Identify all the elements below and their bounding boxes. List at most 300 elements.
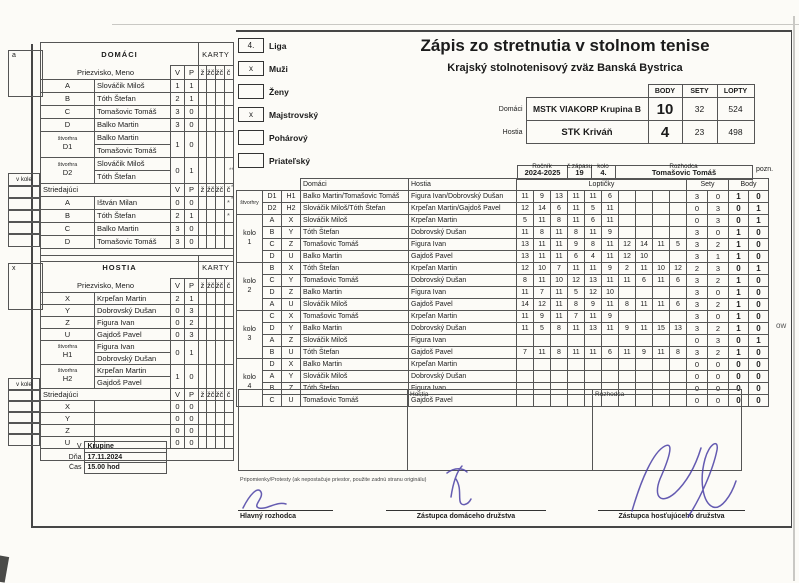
ball-score-cell	[636, 215, 653, 227]
away-player-code: H1	[282, 191, 301, 203]
double-code	[41, 157, 95, 183]
double-code	[41, 340, 95, 364]
away-player-name: Gajdoš Pavel	[409, 395, 517, 407]
home-sets-cell: 3	[687, 323, 708, 335]
player-row	[41, 292, 234, 304]
card-header: č	[224, 388, 233, 400]
ball-score-cell: 12	[585, 287, 602, 299]
ball-score-cell: 6	[636, 275, 653, 287]
ball-score-cell	[534, 371, 551, 383]
match-type-item	[238, 57, 288, 80]
sub-losses: 0	[185, 424, 199, 436]
card-cell	[215, 424, 224, 436]
ball-score-cell: 11	[636, 263, 653, 275]
home-body: 10	[648, 98, 682, 121]
card-cell	[199, 364, 207, 388]
summary-row-domaci	[488, 98, 754, 121]
ball-score-cell: 11	[653, 347, 670, 359]
ball-score-cell: 6	[585, 215, 602, 227]
ball-score-cell: 11	[602, 275, 619, 287]
home-player-code: C	[263, 395, 282, 407]
subs-header: Striedajúci	[41, 388, 171, 400]
match-type-item	[238, 34, 286, 57]
ball-score-cell: 9	[636, 347, 653, 359]
card-cell	[207, 105, 216, 118]
spacer	[263, 179, 282, 191]
card-cell	[215, 292, 224, 304]
away-sety: 23	[682, 121, 717, 144]
card-cell	[215, 235, 224, 248]
ball-score-cell: 11	[568, 263, 585, 275]
card-cell	[224, 304, 233, 316]
match-meta	[517, 155, 753, 180]
away-points-cell: 0	[749, 275, 769, 287]
ball-score-cell	[551, 335, 568, 347]
home-player-name: Balko Martin	[301, 287, 409, 299]
ball-score-cell	[636, 191, 653, 203]
match-type-label: Pohárový	[269, 132, 308, 143]
ball-score-cell: 8	[568, 227, 585, 239]
away-sets-cell: 3	[708, 203, 729, 215]
sub-wins: 0	[171, 196, 185, 209]
home-points-cell: 1	[729, 323, 749, 335]
player-losses: 3	[185, 304, 199, 316]
card-header: žč	[215, 66, 224, 80]
home-points-cell: 1	[729, 275, 749, 287]
away-points-cell: 1	[749, 203, 769, 215]
away-rep-label: Zástupca hosťujúceho družstva	[618, 513, 725, 520]
home-points-cell: 1	[729, 311, 749, 323]
match-row	[237, 275, 769, 287]
ball-score-cell: 5	[568, 287, 585, 299]
ball-score-cell	[653, 215, 670, 227]
away-player-name: Dobrovský Dušan	[409, 275, 517, 287]
match-row	[237, 311, 769, 323]
balls-header: Loptičky	[517, 179, 687, 191]
card-cell	[199, 105, 207, 118]
card-cell	[215, 364, 224, 388]
home-points-cell: 1	[729, 191, 749, 203]
ball-score-cell: 5	[670, 239, 687, 251]
match-row	[237, 215, 769, 227]
card-header: žč	[215, 185, 224, 194]
match-type-item	[238, 80, 289, 103]
card-header: ž	[199, 388, 207, 400]
card-cell	[224, 222, 233, 235]
group-label	[237, 311, 263, 359]
side-label: Domáci	[498, 105, 523, 113]
ball-score-cell	[619, 191, 636, 203]
player-name: Dobrovský Dušan	[95, 304, 171, 316]
form-border-right	[791, 30, 793, 527]
away-player-code: U	[282, 299, 301, 311]
away-signature-box	[407, 389, 593, 471]
sety-header: SETY	[682, 85, 717, 98]
ball-score-cell: 12	[670, 263, 687, 275]
double-row	[41, 131, 234, 144]
losses-header: P	[185, 183, 199, 196]
home-player-name: Tóth Štefan	[301, 263, 409, 275]
ball-score-cell: 11	[517, 227, 534, 239]
sub-row	[41, 400, 234, 412]
referee-signature-box-label: Rozhodca	[595, 391, 625, 398]
ball-score-cell	[602, 359, 619, 371]
match-row	[237, 203, 769, 215]
sub-code: C	[41, 222, 95, 235]
card-cell	[215, 340, 224, 364]
card-cell	[199, 196, 207, 209]
away-player-name: Figura Ivan	[409, 383, 517, 395]
away-sets-cell: 2	[708, 347, 729, 359]
ball-score-cell: 10	[602, 287, 619, 299]
home-rep-label: Zástupca domáceho družstva	[416, 513, 516, 520]
player-losses: 2	[185, 316, 199, 328]
zapas-value: 19	[568, 166, 592, 180]
ball-score-cell: 11	[653, 275, 670, 287]
player-row	[41, 79, 234, 92]
ball-score-cell	[670, 215, 687, 227]
home-player-code: B	[263, 263, 282, 275]
home-lopty: 524	[717, 98, 754, 121]
domaci-roster-table	[40, 42, 234, 262]
home-column-header: Domáci	[301, 179, 409, 191]
ball-score-cell	[653, 335, 670, 347]
sub-row	[41, 412, 234, 424]
match-type-checkbox	[238, 153, 264, 168]
double-losses: 1	[185, 157, 199, 183]
ball-score-cell: 11	[568, 347, 585, 359]
away-player-name: Krpeľan Martin/Gajdoš Pavel	[409, 203, 517, 215]
away-points-cell: 0	[749, 287, 769, 299]
away-player-code: X	[282, 263, 301, 275]
away-player-name: Figura Ivan/Dobrovský Dušan	[409, 191, 517, 203]
group-kolo-num: 2	[247, 286, 252, 294]
card-cell	[199, 436, 207, 448]
ball-score-cell: 4	[585, 251, 602, 263]
ball-score-cell: 8	[551, 215, 568, 227]
ball-score-cell: 11	[568, 191, 585, 203]
home-sets-cell: 3	[687, 299, 708, 311]
ball-score-cell: 9	[568, 239, 585, 251]
ball-score-cell: 2	[619, 263, 636, 275]
card-cell	[215, 412, 224, 424]
sub-losses: 0	[185, 235, 199, 248]
away-player-code: U	[282, 395, 301, 407]
sub-wins: 2	[171, 209, 185, 222]
margin-cell	[8, 233, 40, 247]
ball-score-cell: 12	[517, 203, 534, 215]
ball-score-cell: 15	[653, 323, 670, 335]
scan-smudge	[0, 555, 9, 582]
ball-score-cell	[619, 287, 636, 299]
ball-score-cell: 11	[636, 299, 653, 311]
ball-score-cell: 11	[585, 311, 602, 323]
ball-score-cell: 13	[670, 323, 687, 335]
home-points-cell: 1	[729, 287, 749, 299]
player-name: Figura Ivan	[95, 316, 171, 328]
sub-row	[41, 235, 234, 248]
ball-score-cell: 12	[517, 263, 534, 275]
home-sets-cell: 3	[687, 251, 708, 263]
home-player-code: D1	[263, 191, 282, 203]
summary-row-hostia	[488, 121, 754, 144]
home-player-name: Tomašovic Tomáš	[301, 239, 409, 251]
home-player-code: C	[263, 275, 282, 287]
home-sets-cell: 0	[687, 203, 708, 215]
home-player-code: A	[263, 215, 282, 227]
ball-score-cell: 9	[602, 263, 619, 275]
ball-score-cell: 12	[619, 239, 636, 251]
venue-table	[58, 441, 167, 474]
ball-score-cell: 11	[585, 263, 602, 275]
card-cell	[215, 157, 224, 183]
ball-score-cell	[619, 227, 636, 239]
ball-score-cell: 13	[551, 191, 568, 203]
group-kolo-num: 4	[247, 382, 252, 390]
sub-code: X	[41, 400, 95, 412]
match-type-item	[238, 103, 318, 126]
sub-row	[41, 222, 234, 235]
ball-score-cell: 11	[585, 191, 602, 203]
player-row	[41, 118, 234, 131]
sub-code: Y	[41, 412, 95, 424]
player-row	[41, 92, 234, 105]
home-player-name: Tomašovic Tomáš	[301, 311, 409, 323]
sub-name: Ištván Milan	[95, 196, 171, 209]
home-points-cell: 0	[729, 359, 749, 371]
home-player-code: D	[263, 251, 282, 263]
sub-wins: 0	[171, 412, 185, 424]
sub-losses: 0	[185, 436, 199, 448]
signature-line	[238, 510, 333, 511]
away-player-code: Z	[282, 239, 301, 251]
home-sets-cell: 3	[687, 227, 708, 239]
away-sets-cell: 0	[708, 395, 729, 407]
match-results-table	[236, 178, 769, 407]
home-sets-cell: 3	[687, 239, 708, 251]
away-sets-cell: 3	[708, 335, 729, 347]
player-code: D	[41, 118, 95, 131]
card-cell	[199, 292, 207, 304]
scan-mark: *	[231, 197, 234, 203]
scan-mark: *	[231, 185, 234, 191]
summary-header-row	[488, 85, 754, 98]
ball-score-cell: 11	[551, 287, 568, 299]
rocnik-label: Ročník	[532, 163, 552, 170]
card-cell	[215, 400, 224, 412]
away-points-cell: 0	[749, 371, 769, 383]
home-points-cell: 0	[729, 335, 749, 347]
venue-value: Krupine	[84, 442, 166, 453]
double-num: D1	[62, 141, 73, 151]
away-player-code: Z	[282, 383, 301, 395]
away-player-code: H2	[282, 203, 301, 215]
ball-score-cell	[517, 335, 534, 347]
double-name-1: Slováčik Miloš	[95, 157, 171, 170]
ball-score-cell	[585, 359, 602, 371]
home-points-cell: 0	[729, 203, 749, 215]
match-row	[237, 335, 769, 347]
home-points-cell: 1	[729, 239, 749, 251]
home-player-name: Tóth Štefan	[301, 347, 409, 359]
double-num: H2	[62, 373, 73, 383]
card-cell	[207, 118, 216, 131]
away-player-name: Dobrovský Dušan	[409, 371, 517, 383]
ball-score-cell	[602, 335, 619, 347]
card-cell	[207, 340, 216, 364]
ball-score-cell	[636, 371, 653, 383]
away-points-cell: 0	[749, 227, 769, 239]
losses-header: P	[185, 279, 199, 293]
away-player-code: X	[282, 359, 301, 371]
sub-code: Z	[41, 424, 95, 436]
card-cell	[215, 316, 224, 328]
away-player-code: U	[282, 251, 301, 263]
match-header-row	[237, 179, 769, 191]
match-type-checkbox	[238, 84, 264, 99]
ball-score-cell	[670, 311, 687, 323]
player-code: C	[41, 105, 95, 118]
ball-score-cell: 5	[517, 215, 534, 227]
away-points-cell: 0	[749, 239, 769, 251]
away-player-name: Krpeľan Martin	[409, 359, 517, 371]
ball-score-cell	[636, 203, 653, 215]
card-cell	[207, 157, 216, 183]
name-header: Priezvisko, Meno	[41, 66, 171, 80]
away-sets-cell: 2	[708, 239, 729, 251]
card-cell	[199, 235, 207, 248]
card-cell	[207, 412, 216, 424]
match-type-label: Liga	[269, 40, 287, 51]
card-cell: *	[224, 209, 233, 222]
home-sets-cell: 0	[687, 383, 708, 395]
card-header: č	[224, 183, 233, 196]
away-player-name: Figura Ivan	[409, 239, 517, 251]
away-points-cell: 1	[749, 215, 769, 227]
double-wins: 0	[171, 157, 185, 183]
ball-score-cell: 10	[653, 263, 670, 275]
subs-header-row	[41, 183, 234, 196]
card-header: žč	[207, 279, 216, 293]
panel-subheader-row	[41, 279, 234, 293]
sub-wins: 3	[171, 222, 185, 235]
card-cell	[199, 209, 207, 222]
ball-score-cell: 11	[602, 323, 619, 335]
player-losses: 1	[185, 292, 199, 304]
home-player-code: A	[263, 335, 282, 347]
card-cell	[207, 92, 216, 105]
home-player-name: Balko Martin/Tomašovic Tomáš	[301, 191, 409, 203]
ball-score-cell: 5	[534, 323, 551, 335]
ball-score-cell	[619, 359, 636, 371]
card-cell	[207, 209, 216, 222]
ball-score-cell	[653, 227, 670, 239]
home-points-cell: 0	[729, 371, 749, 383]
player-row	[41, 105, 234, 118]
ball-score-cell	[653, 311, 670, 323]
sub-name	[95, 424, 171, 436]
player-name: Gajdoš Pavel	[95, 328, 171, 340]
card-cell	[207, 131, 216, 157]
home-points-cell: 1	[729, 347, 749, 359]
card-cell	[199, 118, 207, 131]
player-name: Tóth Štefan	[95, 92, 171, 105]
subs-header: Striedajúci	[41, 183, 171, 196]
match-row	[237, 323, 769, 335]
ball-score-cell: 11	[551, 311, 568, 323]
card-cell	[207, 292, 216, 304]
home-player-code: B	[263, 227, 282, 239]
card-cell	[207, 235, 216, 248]
card-cell	[207, 304, 216, 316]
lopty-header: LOPTY	[717, 85, 754, 98]
sets-header: Sety	[687, 179, 729, 191]
card-cell	[215, 196, 224, 209]
group-kolo-num: 3	[247, 334, 252, 342]
ball-score-cell: 14	[517, 299, 534, 311]
match-type-label: Ženy	[269, 86, 289, 97]
home-player-name: Tomašovic Tomáš	[301, 275, 409, 287]
double-wins: 1	[171, 131, 185, 157]
wins-header: V	[171, 183, 185, 196]
ball-score-cell	[619, 215, 636, 227]
card-cell	[224, 400, 233, 412]
card-cell	[224, 92, 233, 105]
ball-score-cell	[670, 287, 687, 299]
double-wins: 1	[171, 364, 185, 388]
ball-score-cell	[551, 371, 568, 383]
chief-referee-label: Hlavný rozhodca	[240, 513, 297, 520]
panel-title: HOSTIA	[41, 256, 199, 279]
tbody	[41, 43, 234, 262]
away-player-code: Z	[282, 287, 301, 299]
ball-score-cell	[517, 359, 534, 371]
losses-header: P	[185, 66, 199, 80]
ball-score-cell: 11	[585, 227, 602, 239]
away-sets-cell: 0	[708, 371, 729, 383]
scan-mark: **	[229, 168, 234, 174]
match-row	[237, 227, 769, 239]
double-label: štvorhra	[57, 343, 78, 350]
ball-score-cell	[619, 371, 636, 383]
ball-score-cell: 13	[517, 239, 534, 251]
ball-score-cell: 9	[585, 299, 602, 311]
group-label: štvorhry	[237, 191, 263, 215]
karty-header: KARTY	[199, 43, 234, 66]
ball-score-cell	[670, 359, 687, 371]
player-losses: 0	[185, 105, 199, 118]
score-summary-table	[488, 84, 755, 144]
match-row	[237, 299, 769, 311]
subs-header-row	[41, 388, 234, 400]
ball-score-cell: 12	[568, 275, 585, 287]
home-sets-cell: 0	[687, 395, 708, 407]
card-header: ž	[199, 66, 207, 80]
losses-header: P	[185, 388, 199, 400]
panel-title-row	[41, 43, 234, 66]
ball-score-cell	[636, 311, 653, 323]
away-sets-cell: 2	[708, 323, 729, 335]
player-wins: 2	[171, 292, 185, 304]
ball-score-cell: 7	[534, 287, 551, 299]
home-sets-cell: 0	[687, 371, 708, 383]
time-label: Čas	[69, 464, 82, 472]
ball-score-cell	[551, 359, 568, 371]
sub-name	[95, 400, 171, 412]
double-losses: 0	[185, 131, 199, 157]
card-cell	[215, 92, 224, 105]
player-losses: 0	[185, 118, 199, 131]
